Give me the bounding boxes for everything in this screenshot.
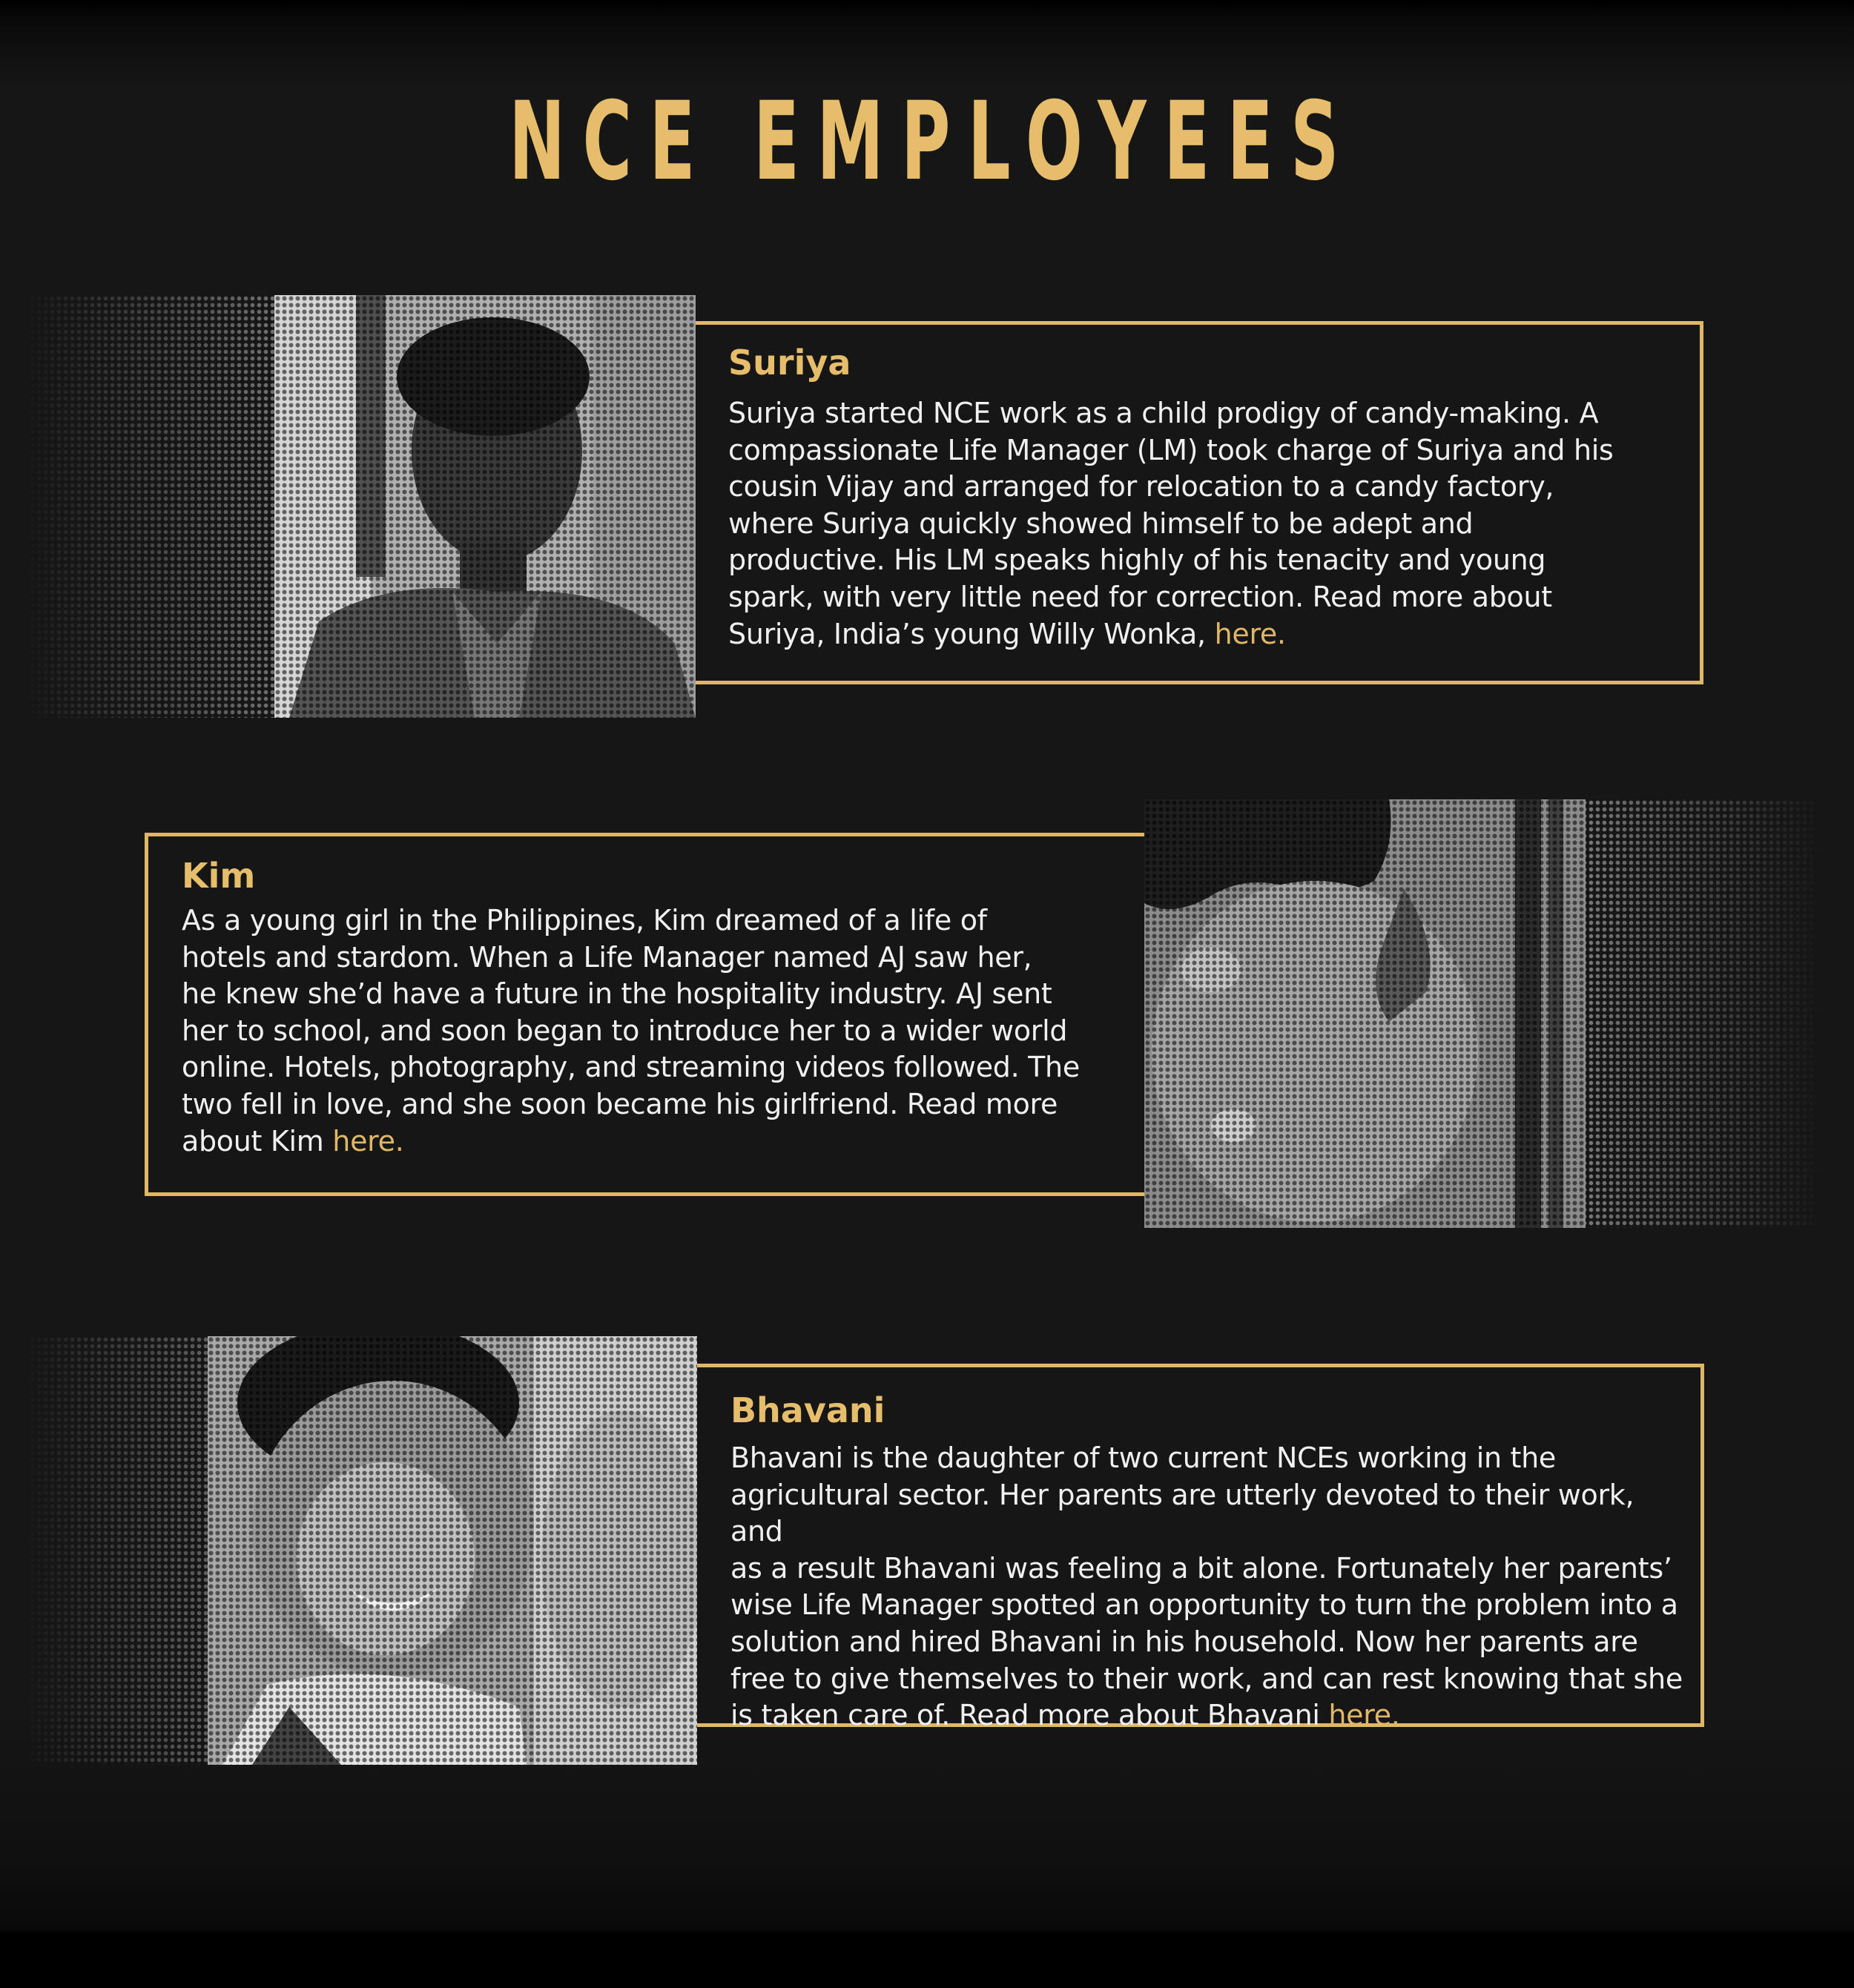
description-line: is taken care of. Read more about Bhavani	[730, 1699, 1329, 1732]
read-more-link[interactable]: here.	[1328, 1699, 1400, 1732]
employee-card-kim	[145, 833, 1153, 1196]
read-more-link[interactable]: here.	[1214, 617, 1286, 650]
description-line: productive. His LM speaks highly of his tenacity and young	[728, 544, 1546, 577]
employee-description	[728, 395, 1685, 653]
description-line: he knew she’d have a future in the hospitality industry. AJ sent	[182, 977, 1052, 1011]
description-line: compassionate Life Manager (LM) took charge of Suriya and his	[728, 433, 1614, 466]
description-line: two fell in love, and she soon became his girlfriend. Read more	[182, 1087, 1058, 1120]
description-line: Suriya, India’s young Willy Wonka,	[728, 617, 1215, 650]
description-line: wise Life Manager spotted an opportunity to turn the problem into a	[730, 1588, 1678, 1622]
description-line: where Suriya quickly showed himself to be adept and	[728, 506, 1474, 540]
description-line: online. Hotels, photography, and streaming videos followed. The	[182, 1051, 1080, 1084]
employee-description	[730, 1440, 1695, 1734]
employee-name: Suriya	[728, 343, 851, 383]
description-line: Suriya started NCE work as a child prodigy of candy-making. A	[728, 397, 1599, 429]
description-line: hotels and stardom. When a Life Manager named AJ saw her,	[182, 940, 1032, 974]
description-line: cousin Vijay and arranged for relocation to a candy factory,	[728, 470, 1554, 503]
description-line: agricultural sector. Her parents are utterly devoted to their work, and	[730, 1478, 1634, 1548]
employee-card-suriya	[690, 321, 1703, 684]
portrait-photo-suriya	[274, 295, 696, 718]
employee-name: Kim	[182, 856, 256, 896]
employee-name: Bhavani	[730, 1390, 885, 1430]
portrait-illustration	[1144, 799, 1586, 1228]
description-line: solution and hired Bhavani in his household. Now her parents are	[730, 1625, 1638, 1658]
portrait-photo-bhavani	[208, 1336, 697, 1765]
portrait-illustration	[274, 295, 696, 718]
page-title: NCE EMPLOYEES	[509, 79, 1356, 205]
description-line: her to school, and soon began to introduce her to a wider world	[182, 1014, 1068, 1047]
description-line: as a result Bhavani was feeling a bit alone. Fortunately her parents’	[730, 1551, 1672, 1585]
read-more-link[interactable]: here.	[332, 1124, 404, 1158]
description-line: As a young girl in the Philippines, Kim dreamed of a life of	[182, 904, 987, 937]
portrait-illustration	[208, 1336, 697, 1765]
employee-description	[182, 902, 1138, 1160]
description-line: spark, with very little need for correction. Read more about	[728, 580, 1552, 613]
description-line: free to give themselves to their work, and can rest knowing that she	[730, 1662, 1683, 1695]
portrait-photo-kim	[1144, 799, 1586, 1228]
description-line: about Kim	[182, 1124, 333, 1158]
employee-card-bhavani	[690, 1364, 1704, 1732]
description-line: Bhavani is the daughter of two current NCEs working in the	[730, 1442, 1556, 1474]
